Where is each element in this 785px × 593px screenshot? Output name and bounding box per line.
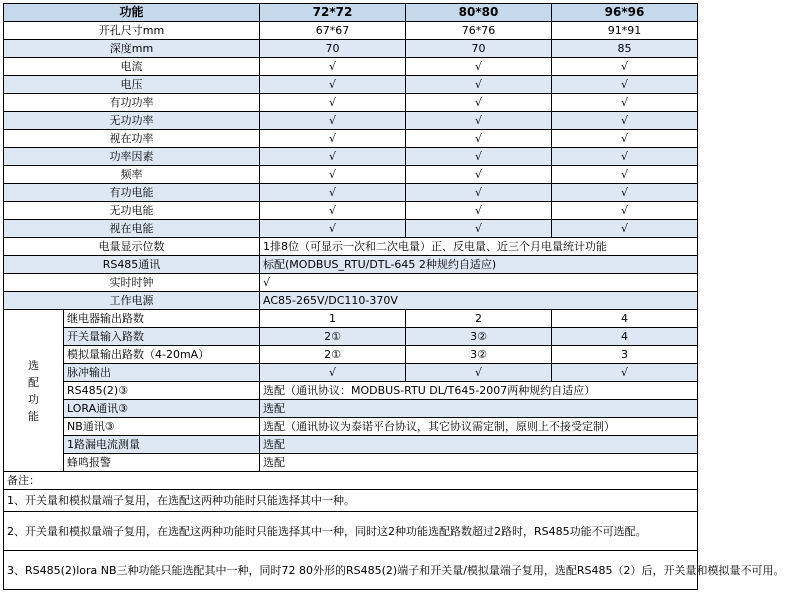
row-label: 电流: [4, 58, 260, 76]
option-label: RS485(2)③: [64, 382, 260, 400]
cell-80: 70: [406, 40, 552, 58]
option-value: 选配: [260, 436, 698, 454]
table-row: [4, 94, 698, 112]
option-label: 蜂鸣报警: [64, 454, 260, 472]
table-row: [4, 166, 698, 184]
table-row: [4, 292, 698, 310]
row-label: 无功功率: [4, 112, 260, 130]
option-label: 开关量输入路数: [64, 328, 260, 346]
table-row: [4, 310, 698, 328]
cell-80: 76*76: [406, 22, 552, 40]
cell-80: 2: [406, 310, 552, 328]
option-label: LORA通讯③: [64, 400, 260, 418]
cell-72: √: [260, 184, 406, 202]
row-label: 开孔尺寸mm: [4, 22, 260, 40]
row-value: 标配(MODBUS_RTU/DTL-645 2种规约自适应): [260, 256, 698, 274]
table-row: [4, 76, 698, 94]
cell-96: √: [552, 364, 698, 382]
cell-72: √: [260, 130, 406, 148]
table-row: [4, 112, 698, 130]
cell-96: 4: [552, 328, 698, 346]
row-label: 有功功率: [4, 94, 260, 112]
cell-72: √: [260, 58, 406, 76]
table-row: [4, 418, 698, 436]
cell-72: √: [260, 364, 406, 382]
cell-96: √: [552, 112, 698, 130]
table-row: [4, 328, 698, 346]
row-label: 无功电能: [4, 202, 260, 220]
cell-96: √: [552, 130, 698, 148]
table-row: [4, 130, 698, 148]
notes-title-row: [4, 472, 698, 490]
table-row: [4, 220, 698, 238]
cell-72: √: [260, 202, 406, 220]
cell-72: 1: [260, 310, 406, 328]
cell-96: √: [552, 76, 698, 94]
cell-96: √: [552, 94, 698, 112]
row-label: 深度mm: [4, 40, 260, 58]
cell-72: √: [260, 76, 406, 94]
row-value: 1排8位（可显示一次和二次电量）正、反电量、近三个月电量统计功能: [260, 238, 698, 256]
row-label: 工作电源: [4, 292, 260, 310]
header-row: [4, 4, 698, 22]
note-text: 3、RS485(2)lora NB三种功能只能选配其中一种，同时72 80外形的RS485(2)端子和开关量/模拟量端子复用，选配RS485（2）后，开关量和模拟量不可用。: [4, 551, 698, 590]
table-row: [4, 238, 698, 256]
table-row: [4, 184, 698, 202]
cell-72: √: [260, 112, 406, 130]
cell-96: 3: [552, 346, 698, 364]
cell-72: 2①: [260, 346, 406, 364]
row-value: √: [260, 274, 698, 292]
cell-80: √: [406, 112, 552, 130]
cell-96: √: [552, 58, 698, 76]
cell-80: √: [406, 364, 552, 382]
table-row: [4, 364, 698, 382]
option-value: 选配: [260, 400, 698, 418]
cell-80: √: [406, 148, 552, 166]
cell-80: 3②: [406, 346, 552, 364]
cell-72: 2①: [260, 328, 406, 346]
cell-80: 3②: [406, 328, 552, 346]
table-row: [4, 436, 698, 454]
cell-80: √: [406, 58, 552, 76]
spec-table: [3, 3, 785, 590]
cell-80: √: [406, 166, 552, 184]
cell-72: 70: [260, 40, 406, 58]
options-group-text: 选配功能: [28, 358, 39, 423]
notes-title: 备注：: [4, 472, 698, 490]
option-label: NB通讯③: [64, 418, 260, 436]
cell-80: √: [406, 184, 552, 202]
option-label: 脉冲输出: [64, 364, 260, 382]
row-value: AC85-265V/DC110-370V: [260, 292, 698, 310]
cell-72: 67*67: [260, 22, 406, 40]
option-label: 继电器输出路数: [64, 310, 260, 328]
cell-72: √: [260, 220, 406, 238]
table-row: [4, 256, 698, 274]
option-value: 选配（通讯协议为泰诺平台协议，其它协议需定制，原则上不接受定制）: [260, 418, 698, 436]
table-row: [4, 382, 698, 400]
cell-72: √: [260, 94, 406, 112]
cell-96: √: [552, 184, 698, 202]
row-label: 电量显示位数: [4, 238, 260, 256]
header-80: 80*80: [406, 4, 552, 22]
cell-96: √: [552, 220, 698, 238]
row-label: 功率因素: [4, 148, 260, 166]
cell-80: √: [406, 202, 552, 220]
table-row: [4, 346, 698, 364]
row-label: 电压: [4, 76, 260, 94]
option-value: 选配（通讯协议：MODBUS-RTU DL/T645-2007两种规约自适应）: [260, 382, 698, 400]
row-label: RS485通讯: [4, 256, 260, 274]
note-row: [4, 512, 698, 551]
cell-96: √: [552, 202, 698, 220]
header-96: 96*96: [552, 4, 698, 22]
header-72: 72*72: [260, 4, 406, 22]
option-value: 选配: [260, 454, 698, 472]
row-label: 频率: [4, 166, 260, 184]
cell-80: √: [406, 76, 552, 94]
table-row: [4, 400, 698, 418]
table-row: [4, 40, 698, 58]
option-label: 1路漏电流测量: [64, 436, 260, 454]
cell-80: √: [406, 94, 552, 112]
cell-96: √: [552, 148, 698, 166]
table-row: [4, 274, 698, 292]
note-text: 1、开关量和模拟量端子复用，在选配这两种功能时只能选择其中一种。: [4, 490, 698, 512]
table-row: [4, 202, 698, 220]
option-label: 模拟量输出路数（4-20mA）: [64, 346, 260, 364]
note-text: 2、开关量和模拟量端子复用，在选配这两种功能时只能选择其中一种，同时这2种功能选配路数超过2路时，RS485功能不可选配。: [4, 512, 698, 551]
row-label: 视在电能: [4, 220, 260, 238]
note-row: [4, 490, 698, 512]
cell-96: √: [552, 166, 698, 184]
table-row: [4, 148, 698, 166]
table-row: [4, 22, 698, 40]
row-label: 有功电能: [4, 184, 260, 202]
cell-96: 91*91: [552, 22, 698, 40]
table-row: [4, 454, 698, 472]
row-label: 实时时钟: [4, 274, 260, 292]
header-function: 功能: [4, 4, 260, 22]
cell-96: 4: [552, 310, 698, 328]
note-row: [4, 551, 698, 590]
cell-72: √: [260, 148, 406, 166]
cell-96: 85: [552, 40, 698, 58]
cell-72: √: [260, 166, 406, 184]
row-label: 视在功率: [4, 130, 260, 148]
cell-80: √: [406, 220, 552, 238]
table-row: [4, 58, 698, 76]
cell-80: √: [406, 130, 552, 148]
options-group-label: [4, 310, 64, 472]
